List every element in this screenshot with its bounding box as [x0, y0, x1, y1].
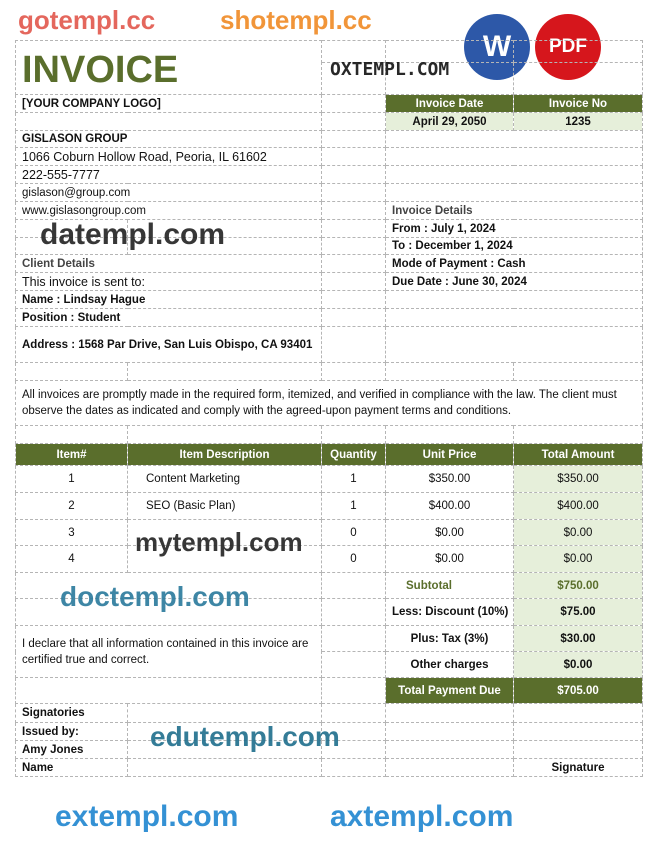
- due-date: Due Date : June 30, 2024: [386, 273, 643, 291]
- signature-label: Signature: [514, 759, 643, 777]
- item-unit-price: $0.00: [386, 546, 514, 573]
- watermark-datempl: datempl.com: [40, 218, 226, 251]
- col-header-item: Item#: [16, 444, 128, 466]
- item-total: $0.00: [514, 546, 643, 573]
- tax-value: $30.00: [514, 626, 643, 652]
- watermark-gotempl: gotempl.cc: [18, 5, 156, 35]
- client-sent-to: This invoice is sent to:: [16, 273, 322, 291]
- item-number: 4: [16, 546, 128, 573]
- subtotal-value: $750.00: [514, 573, 643, 599]
- item-total: $350.00: [514, 466, 643, 493]
- payment-mode: Mode of Payment : Cash: [386, 255, 643, 273]
- invoice-sheet: [15, 40, 643, 777]
- invoice-details-label: Invoice Details: [386, 202, 643, 220]
- client-position: Position : Student: [16, 309, 322, 327]
- company-name: GISLASON GROUP: [16, 131, 322, 148]
- invoice-to: To : December 1, 2024: [386, 238, 643, 255]
- item-unit-price: $350.00: [386, 466, 514, 493]
- col-header-total: Total Amount: [514, 444, 643, 466]
- item-quantity: 1: [322, 493, 386, 520]
- item-quantity: 1: [322, 466, 386, 493]
- discount-value: $75.00: [514, 599, 643, 626]
- tax-label: Plus: Tax (3%): [386, 626, 514, 652]
- invoice-date: April 29, 2050: [386, 113, 514, 131]
- discount-label: Less: Discount (10%): [386, 599, 514, 626]
- client-address: Address : 1568 Par Drive, San Luis Obispo, CA 93401: [16, 327, 322, 363]
- invoice-date-header: Invoice Date: [386, 95, 514, 113]
- item-description: [128, 546, 322, 573]
- item-number: 1: [16, 466, 128, 493]
- table-row: [16, 493, 643, 520]
- item-unit-price: $400.00: [386, 493, 514, 520]
- watermark-extempl: extempl.com: [55, 800, 239, 833]
- word-download-icon[interactable]: W: [464, 14, 530, 80]
- item-description: SEO (Basic Plan): [128, 493, 322, 520]
- other-charges-label: Other charges: [386, 652, 514, 678]
- declaration-text: I declare that all information contained in this invoice are certified true and correct.: [16, 626, 322, 678]
- item-quantity: 0: [322, 520, 386, 546]
- subtotal-label: Subtotal: [386, 573, 514, 599]
- watermark-doctempl: doctempl.com: [60, 581, 250, 612]
- item-total: $0.00: [514, 520, 643, 546]
- total-due-value: $705.00: [514, 678, 643, 704]
- total-due-label: Total Payment Due: [386, 678, 514, 704]
- issuer-name: Amy Jones: [16, 741, 128, 759]
- invoice-no: 1235: [514, 113, 643, 131]
- item-description: [128, 520, 322, 546]
- company-logo-placeholder: [YOUR COMPANY LOGO]: [16, 95, 322, 113]
- client-name: Name : Lindsay Hague: [16, 291, 322, 309]
- col-header-quantity: Quantity: [322, 444, 386, 466]
- item-unit-price: $0.00: [386, 520, 514, 546]
- table-row: [16, 520, 643, 546]
- watermark-shotempl: shotempl.cc: [220, 5, 372, 35]
- item-description: Content Marketing: [128, 466, 322, 493]
- name-label: Name: [16, 759, 128, 777]
- col-header-description: Item Description: [128, 444, 322, 466]
- item-total: $400.00: [514, 493, 643, 520]
- watermark-edutempl: edutempl.com: [150, 721, 340, 752]
- client-details-label: Client Details: [16, 255, 322, 273]
- watermark-oxtempl: OXTEMPL.COM: [330, 59, 450, 80]
- company-email: gislason@group.com: [16, 184, 322, 202]
- terms-text: All invoices are promptly made in the required form, itemized, and verified in compliance with the law. The client must observe the dates as indicated and comply with the agreed-upon payment terms and conditions.: [16, 381, 643, 426]
- item-number: 2: [16, 493, 128, 520]
- table-row: [16, 546, 643, 573]
- table-row: [16, 466, 643, 493]
- watermark-axtempl: axtempl.com: [330, 800, 514, 833]
- item-number: 3: [16, 520, 128, 546]
- company-address: 1066 Coburn Hollow Road, Peoria, IL 61602: [16, 148, 322, 166]
- col-header-unit-price: Unit Price: [386, 444, 514, 466]
- watermark-mytempl: mytempl.com: [135, 527, 303, 557]
- invoice-no-header: Invoice No: [514, 95, 643, 113]
- pdf-download-icon[interactable]: PDF: [535, 14, 601, 80]
- company-website: www.gislasongroup.com: [16, 202, 322, 220]
- invoice-title: INVOICE: [16, 41, 322, 95]
- invoice-from: From : July 1, 2024: [386, 220, 643, 238]
- other-charges-value: $0.00: [514, 652, 643, 678]
- item-quantity: 0: [322, 546, 386, 573]
- signatories-label: Signatories: [16, 704, 128, 723]
- company-phone: 222-555-7777: [16, 166, 322, 184]
- issued-by-label: Issued by:: [16, 723, 128, 741]
